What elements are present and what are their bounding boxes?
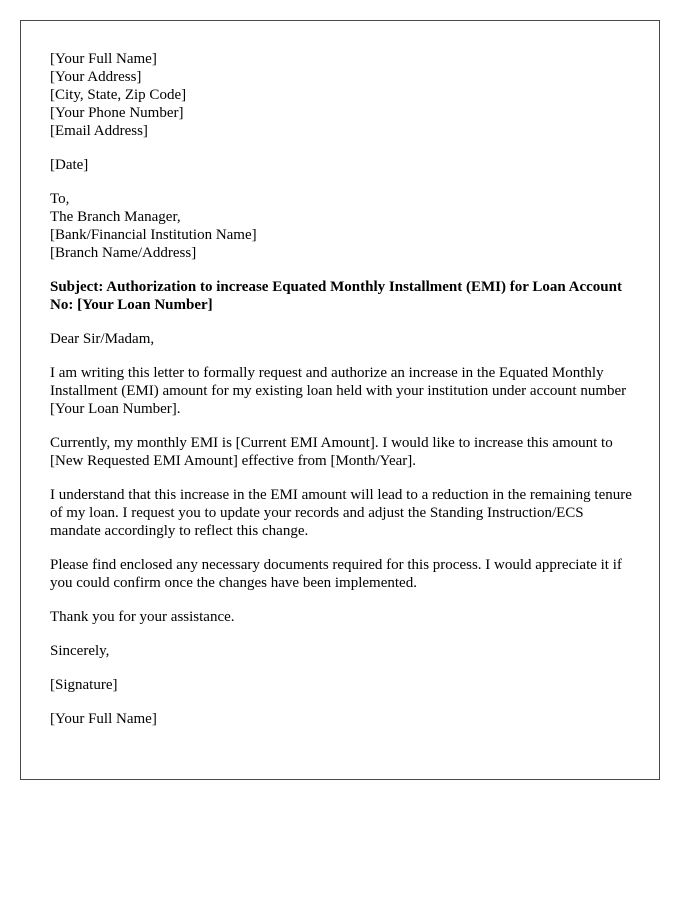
thanks-line: Thank you for your assistance. xyxy=(50,609,235,625)
letter-subject: Subject: Authorization to increase Equated Monthly Installment (EMI) for Loan Account No: [Your Loan Number] xyxy=(50,279,622,313)
sender-city-state-zip: [City, State, Zip Code] xyxy=(50,87,187,103)
body-paragraph: Currently, my monthly EMI is [Current EMI Amount]. I would like to increase this amount to [New Requested EMI Amount] effective from [Month/Year]. xyxy=(50,435,613,469)
salutation: Dear Sir/Madam, xyxy=(50,331,155,347)
recipient-institution: [Bank/Financial Institution Name] xyxy=(50,227,257,243)
sender-block xyxy=(50,50,635,140)
date-block xyxy=(50,156,635,174)
signature-placeholder: [Signature] xyxy=(50,677,118,693)
body-paragraph: I understand that this increase in the EMI amount will lead to a reduction in the remaining tenure of my loan. I request you to update your records and adjust the Standing Instruction/ECS mandate accordingly to reflect this change. xyxy=(50,487,632,539)
recipient-to: To, xyxy=(50,191,70,207)
sender-address: [Your Address] xyxy=(50,69,142,85)
letter-date: [Date] xyxy=(50,157,89,173)
recipient-branch: [Branch Name/Address] xyxy=(50,245,197,261)
letter-body xyxy=(50,50,635,728)
signer-name: [Your Full Name] xyxy=(50,711,157,727)
closing-line: Sincerely, xyxy=(50,643,110,659)
sender-email: [Email Address] xyxy=(50,123,148,139)
sender-name: [Your Full Name] xyxy=(50,51,157,67)
letter-page xyxy=(20,20,660,780)
body-paragraph: I am writing this letter to formally request and authorize an increase in the Equated Monthly Installment (EMI) amount for my existing loan held with your institution under account number [Your Loan Number]. xyxy=(50,365,627,417)
recipient-title: The Branch Manager, xyxy=(50,209,181,225)
recipient-block xyxy=(50,190,635,262)
body-paragraph: Please find enclosed any necessary documents required for this process. I would appreciate it if you could confirm once the changes have been implemented. xyxy=(50,557,622,591)
sender-phone: [Your Phone Number] xyxy=(50,105,184,121)
